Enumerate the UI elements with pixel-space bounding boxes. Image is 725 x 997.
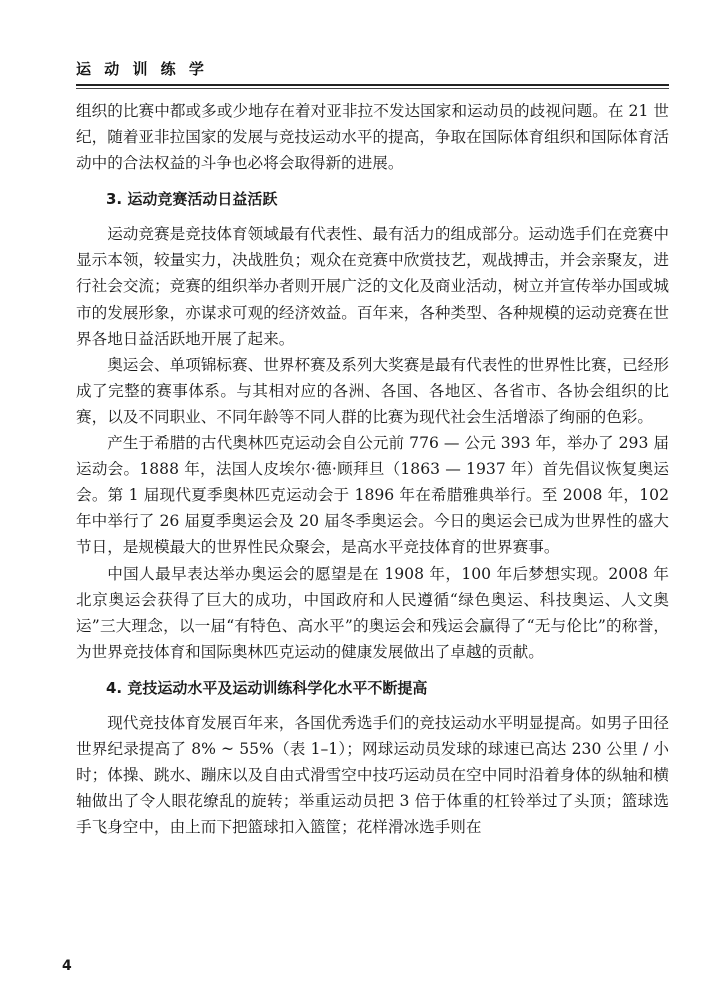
page-body [76,98,669,840]
paragraph: 运动竞赛是竞技体育领域最有代表性、最有活力的组成部分。运动选手们在竞赛中显示本领，较量实力，决战胜负；观众在竞赛中欣赏技艺，观战搏击，并会亲聚友，进行社会交流；竞赛的组织举办者则开展广泛的文化及商业活动，树立并宣传举办国或城市的发展形象，亦谋求可观的经济效益。百年来，各种类型、各种规模的运动竞赛在世界各地日益活跃地开展了起来。 [76,225,669,348]
page-number: 4 [62,958,72,974]
paragraph: 产生于希腊的古代奥林匹克运动会自公元前 776 — 公元 393 年，举办了 293 届运动会。1888 年，法国人皮埃尔·德·顾拜旦（1863 — 1937 年）首先倡议恢复奥运会。第 1 届现代夏季奥林匹克运动会于 1896 年在希腊雅典举行。至 2008 年，102 年中举行了 26 届夏季奥运会及 20 届冬季奥运会。今日的奥运会已成为世界性的盛大节日，是规模最大的世界性民众聚会，是高水平竞技体育的世界赛事。 [76,434,669,557]
paragraph-continued: 组织的比赛中都或多或少地存在着对亚非拉不发达国家和运动员的歧视问题。在 21 世纪，随着亚非拉国家的发展与竞技运动水平的提高，争取在国际体育组织和国际体育活动中的合法权益的斗争也必将会取得新的进展。 [76,102,669,173]
section-heading-4: 4. 竞技运动水平及运动训练科学化水平不断提高 [106,678,428,697]
section-heading-3: 3. 运动竞赛活动日益活跃 [106,190,278,209]
running-header: 运 动 训 练 学 [76,60,208,78]
header-rule [76,84,669,86]
paragraph: 奥运会、单项锦标赛、世界杯赛及系列大奖赛是最有代表性的世界性比赛，已经形成了完整的赛事体系。与其相对应的各洲、各国、各地区、各省市、各协会组织的比赛，以及不同职业、不同年龄等不同人群的比赛为现代社会生活增添了绚丽的色彩。 [76,355,669,426]
paragraph: 现代竞技体育发展百年来，各国优秀选手们的竞技运动水平明显提高。如男子田径世界纪录提高了 8% ~ 55%（表 1–1）；网球运动员发球的球速已高达 230 公里 / 小时；体操、跳水、蹦床以及自由式滑雪空中技巧运动员在空中同时沿着身体的纵轴和横轴做出了令人眼花缭乱的旋转；举重运动员把 3 倍于体重的杠铃举过了头顶；篮球选手飞身空中，由上而下把篮球扣入篮筐；花样滑冰选手则在 [76,713,669,837]
header-rule-thin [76,88,669,89]
paragraph: 中国人最早表达举办奥运会的愿望是在 1908 年，100 年后梦想实现。2008 年北京奥运会获得了巨大的成功，中国政府和人民遵循“绿色奥运、科技奥运、人文奥运”三大理念，以一届“有特色、高水平”的奥运会和残运会赢得了“无与伦比”的称誉，为世界竞技体育和国际奥林匹克运动的健康发展做出了卓越的贡献。 [76,564,669,661]
